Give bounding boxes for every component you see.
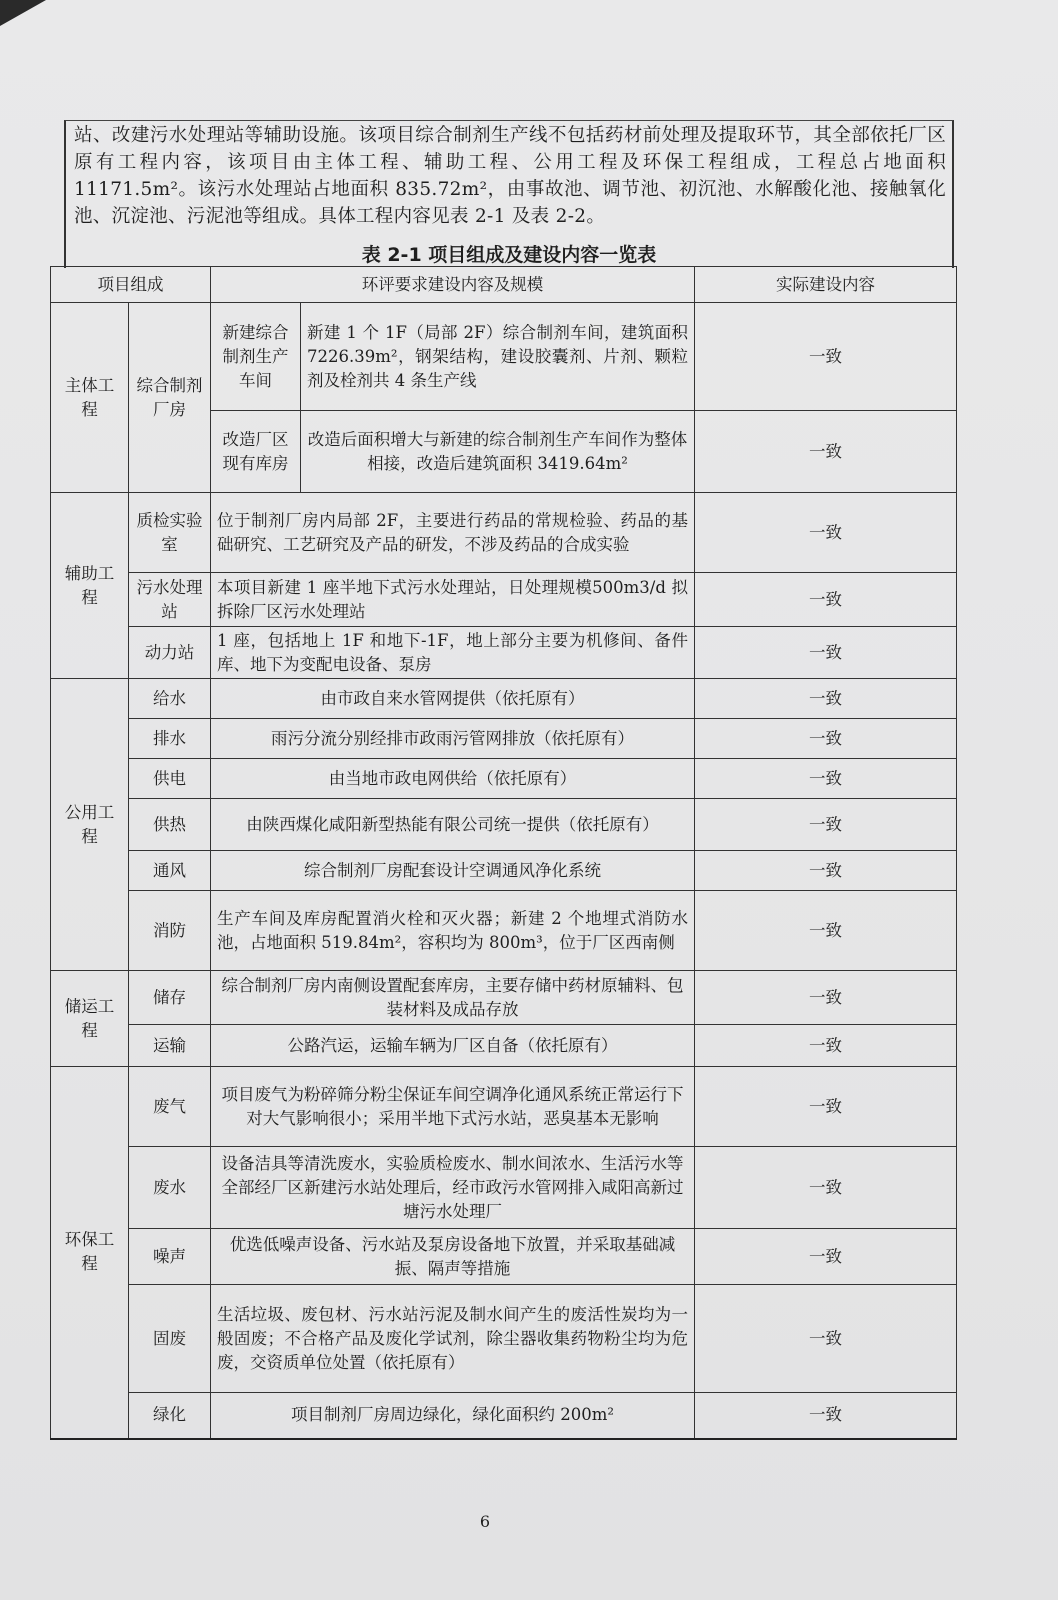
desc-wastewater: 设备洁具等清洗废水，实验质检废水、制水间浓水、生活污水等全部经厂区新建污水站处理后，经市政污水管网排入咸阳高新过塘污水处理厂	[211, 1147, 695, 1229]
table-row	[51, 627, 957, 679]
table-row	[51, 493, 957, 573]
actual-storage: 一致	[695, 971, 957, 1025]
actual-wastewater: 一致	[695, 1147, 957, 1229]
desc-water-supply: 由市政自来水管网提供（依托原有）	[211, 679, 695, 719]
sub-new-workshop: 新建综合制剂生产车间	[211, 303, 301, 411]
actual-water-supply: 一致	[695, 679, 957, 719]
table-row	[51, 851, 957, 891]
item-wastewater: 废水	[129, 1147, 211, 1229]
desc-sewage-station: 本项目新建 1 座半地下式污水处理站，日处理规模500m3/d 拟拆除厂区污水处理站	[211, 573, 695, 627]
item-fire: 消防	[129, 891, 211, 971]
desc-drainage: 雨污分流分别经排市政雨污管网排放（依托原有）	[211, 719, 695, 759]
item-drainage: 排水	[129, 719, 211, 759]
item-solid-waste: 固废	[129, 1285, 211, 1393]
desc-electricity: 由当地市政电网供给（依托原有）	[211, 759, 695, 799]
actual-noise: 一致	[695, 1229, 957, 1285]
table-row	[51, 679, 957, 719]
desc-qc-lab: 位于制剂厂房内局部 2F，主要进行药品的常规检验、药品的基础研究、工艺研究及产品的研发，不涉及药品的合成实验	[211, 493, 695, 573]
actual-heating: 一致	[695, 799, 957, 851]
group-env: 环保工程	[51, 1067, 129, 1439]
group-public: 公用工程	[51, 679, 129, 971]
actual-qc-lab: 一致	[695, 493, 957, 573]
table-row	[51, 1285, 957, 1393]
item-workshop-group: 综合制剂厂房	[129, 303, 211, 493]
item-noise: 噪声	[129, 1229, 211, 1285]
desc-heating: 由陕西煤化咸阳新型热能有限公司统一提供（依托原有）	[211, 799, 695, 851]
table-row	[51, 1025, 957, 1067]
actual-greening: 一致	[695, 1393, 957, 1439]
actual-renovated-store: 一致	[695, 411, 957, 493]
item-electricity: 供电	[129, 759, 211, 799]
project-composition-table	[50, 266, 957, 1440]
table-title: 表 2-1 项目组成及建设内容一览表	[361, 244, 657, 266]
group-main: 主体工程	[51, 303, 129, 493]
header-actual: 实际建设内容	[695, 267, 957, 303]
item-water-supply: 给水	[129, 679, 211, 719]
group-storage: 储运工程	[51, 971, 129, 1067]
desc-ventilation: 综合制剂厂房配套设计空调通风净化系统	[211, 851, 695, 891]
desc-power-station: 1 座，包括地上 1F 和地下-1F，地上部分主要为机修间、备件库、地下为变配电设备、泵房	[211, 627, 695, 679]
page-number: 6	[479, 1512, 491, 1531]
table-row	[51, 573, 957, 627]
item-transport: 运输	[129, 1025, 211, 1067]
table-row	[51, 303, 957, 411]
table-row	[51, 891, 957, 971]
actual-solid-waste: 一致	[695, 1285, 957, 1393]
table-row	[51, 799, 957, 851]
actual-new-workshop: 一致	[695, 303, 957, 411]
actual-drainage: 一致	[695, 719, 957, 759]
table-header-row	[51, 267, 957, 303]
table-row	[51, 1393, 957, 1439]
item-heating: 供热	[129, 799, 211, 851]
actual-transport: 一致	[695, 1025, 957, 1067]
page-corner-shadow	[0, 0, 46, 26]
header-eia: 环评要求建设内容及规模	[211, 267, 695, 303]
desc-new-workshop: 新建 1 个 1F（局部 2F）综合制剂车间，建筑面积 7226.39m²，钢架结构，建设胶囊剂、片剂、颗粒剂及栓剂共 4 条生产线	[301, 303, 695, 411]
group-aux: 辅助工程	[51, 493, 129, 679]
table-row	[51, 1229, 957, 1285]
item-power-station: 动力站	[129, 627, 211, 679]
table-row	[51, 719, 957, 759]
actual-power-station: 一致	[695, 627, 957, 679]
sub-renovated-store: 改造厂区现有库房	[211, 411, 301, 493]
item-storage: 储存	[129, 971, 211, 1025]
desc-fire: 生产车间及库房配置消火栓和灭火器；新建 2 个地埋式消防水池，占地面积 519.84m²，容积均为 800m³，位于厂区西南侧	[211, 891, 695, 971]
desc-greening: 项目制剂厂房周边绿化，绿化面积约 200m²	[211, 1393, 695, 1439]
item-sewage-station: 污水处理站	[129, 573, 211, 627]
table-row	[51, 759, 957, 799]
actual-ventilation: 一致	[695, 851, 957, 891]
actual-electricity: 一致	[695, 759, 957, 799]
desc-storage: 综合制剂厂房内南侧设置配套库房，主要存储中药材原辅料、包装材料及成品存放	[211, 971, 695, 1025]
desc-renovated-store: 改造后面积增大与新建的综合制剂生产车间作为整体相接，改造后建筑面积 3419.64m²	[301, 411, 695, 493]
item-ventilation: 通风	[129, 851, 211, 891]
desc-exhaust: 项目废气为粉碎筛分粉尘保证车间空调净化通风系统正常运行下对大气影响很小；采用半地下式污水站，恶臭基本无影响	[211, 1067, 695, 1147]
actual-sewage-station: 一致	[695, 573, 957, 627]
actual-fire: 一致	[695, 891, 957, 971]
item-qc-lab: 质检实验室	[129, 493, 211, 573]
desc-solid-waste: 生活垃圾、废包材、污水站污泥及制水间产生的废活性炭均为一般固废；不合格产品及废化学试剂，除尘器收集药物粉尘均为危废，交资质单位处置（依托原有）	[211, 1285, 695, 1393]
actual-exhaust: 一致	[695, 1067, 957, 1147]
item-greening: 绿化	[129, 1393, 211, 1439]
table-row	[51, 971, 957, 1025]
item-exhaust: 废气	[129, 1067, 211, 1147]
intro-paragraph: 站、改建污水处理站等辅助设施。该项目综合制剂生产线不包括药材前处理及提取环节，其全部依托厂区原有工程内容，该项目由主体工程、辅助工程、公用工程及环保工程组成，工程总占地面积 11171.5m²。该污水处理站占地面积 835.72m²，由事故池、调节池、初沉池、水解酸化池、接触氧化池、沉淀池、污泥池等组成。具体工程内容见表 2-1 及表 2-2。	[74, 125, 946, 227]
header-composition: 项目组成	[51, 267, 211, 303]
desc-noise: 优选低噪声设备、污水站及泵房设备地下放置，并采取基础减振、隔声等措施	[211, 1229, 695, 1285]
desc-transport: 公路汽运，运输车辆为厂区自备（依托原有）	[211, 1025, 695, 1067]
table-row	[51, 1067, 957, 1147]
table-row	[51, 1147, 957, 1229]
